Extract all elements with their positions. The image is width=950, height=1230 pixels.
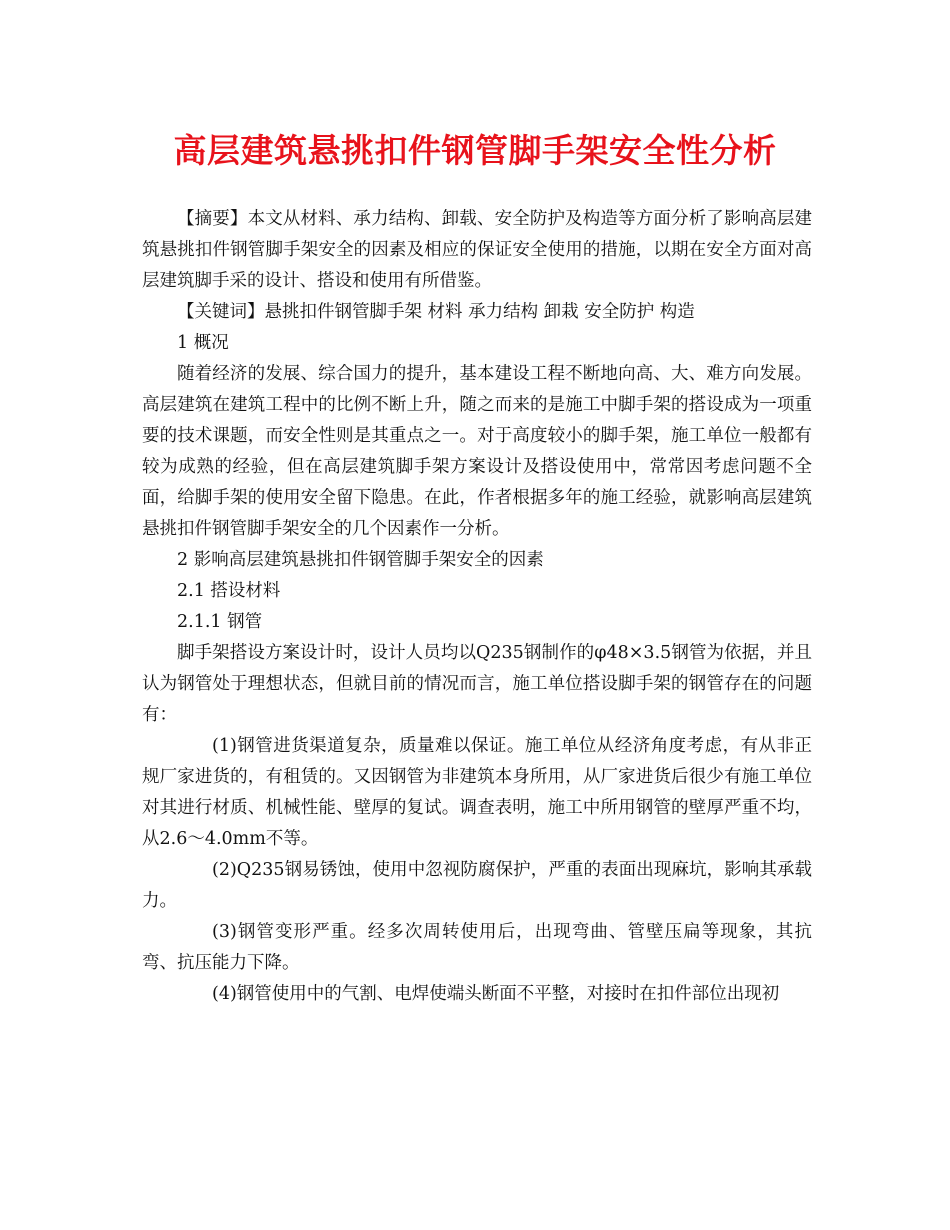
subsection-heading-materials: 2.1 搭设材料 bbox=[177, 581, 281, 601]
list-item-4: (4)钢管使用中的气割、电焊使端头断面不平整，对接时在扣件部位出现初 bbox=[212, 984, 780, 1004]
document-body bbox=[142, 204, 812, 1010]
section-heading-overview: 1 概况 bbox=[177, 333, 229, 353]
keywords-paragraph: 【关键词】悬挑扣件钢管脚手架 材料 承力结构 卸栽 安全防护 构造 bbox=[177, 302, 695, 322]
list-item-3: (3)钢管变形严重。经多次周转使用后，出现弯曲、管壁压扁等现象，其抗弯、抗压能力下降。 bbox=[142, 922, 812, 973]
abstract-paragraph: 【摘要】本文从材料、承力结构、卸载、安全防护及构造等方面分析了影响高层建筑悬挑扣件钢管脚手架安全的因素及相应的保证安全使用的措施，以期在安全方面对高层建筑脚手采的设计、搭设和使用有所借鉴。 bbox=[142, 209, 812, 291]
overview-paragraph: 随着经济的发展、综合国力的提升，基本建设工程不断地向高、大、难方向发展。高层建筑在建筑工程中的比例不断上升，随之而来的是施工中脚手架的搭设成为一项重要的技术课题，而安全性则是其重点之一。对于高度较小的脚手架，施工单位一般都有较为成熟的经验，但在高层建筑脚手架方案设计及搭设使用中，常常因考虑问题不全面，给脚手架的使用安全留下隐患。在此，作者根据多年的施工经验，就影响高层建筑悬挑扣件钢管脚手架安全的几个因素作一分析。 bbox=[142, 364, 812, 539]
subsubsection-heading-steel-pipe: 2.1.1 钢管 bbox=[177, 612, 263, 632]
document-title: 高层建筑悬挑扣件钢管脚手架安全性分析 bbox=[173, 131, 777, 170]
steel-pipe-paragraph: 脚手架搭设方案设计时，设计人员均以Q235钢制作的φ48×3.5钢管为依据，并且认为钢管处于理想状态，但就目前的情况而言，施工单位搭设脚手架的钢管存在的问题有： bbox=[142, 643, 812, 725]
list-item-1: (1)钢管进货渠道复杂，质量难以保证。施工单位从经济角度考虑，有从非正规厂家进货的，有租赁的。又因钢管为非建筑本身所用，从厂家进货后很少有施工单位对其进行材质、机械性能、壁厚的复试。调查表明，施工中所用钢管的壁厚严重不均，从2.6～4.0mm不等。 bbox=[142, 736, 812, 849]
section-heading-factors: 2 影响高层建筑悬挑扣件钢管脚手架安全的因素 bbox=[177, 550, 544, 570]
list-item-2: (2)Q235钢易锈蚀，使用中忽视防腐保护，严重的表面出现麻坑，影响其承载力。 bbox=[142, 860, 812, 911]
